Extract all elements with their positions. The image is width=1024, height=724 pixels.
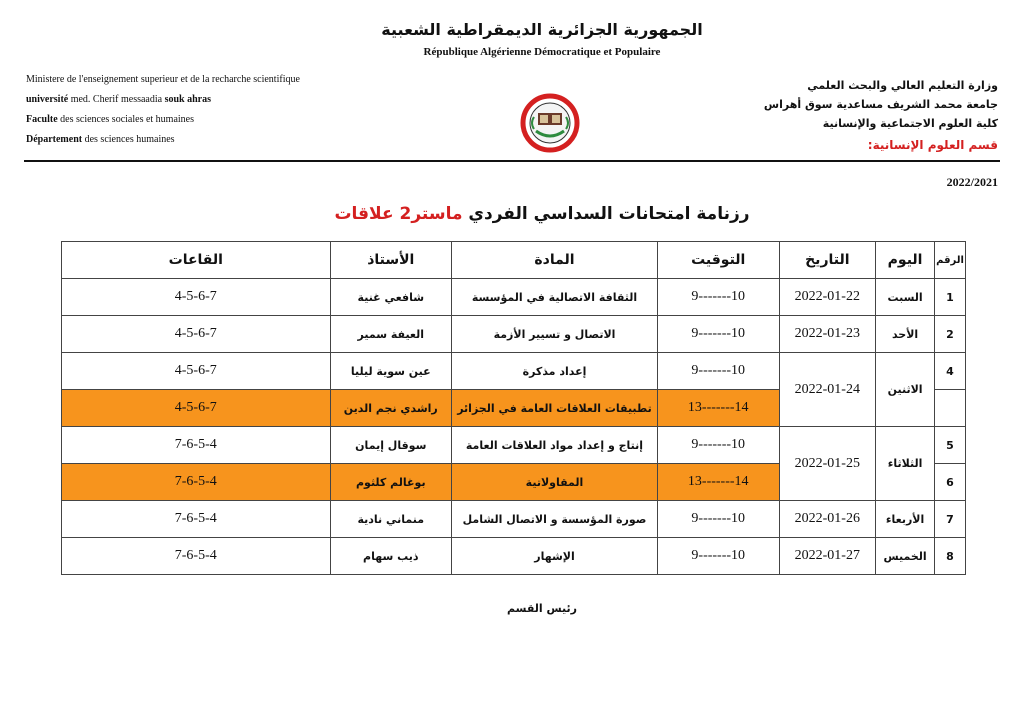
cell-halls: 7-6-5-4 [62, 538, 331, 575]
cell-date: 2022-01-23 [779, 316, 876, 353]
cell-time: 9-------10 [657, 501, 779, 538]
table-row [62, 316, 966, 353]
header-number: الرقم [935, 242, 966, 279]
cell-time: 9-------10 [657, 427, 779, 464]
header-divider [24, 160, 1000, 162]
fr-republic-title: République Algérienne Démocratique et Populaire [423, 46, 661, 58]
cell-day: الأحد [876, 316, 935, 353]
cell-professor: شافعي غنية [330, 279, 451, 316]
cell-time: 9-------10 [657, 316, 779, 353]
right-institution-block [764, 76, 998, 155]
cell-halls: 4-5-6-7 [62, 279, 331, 316]
cell-number: 5 [935, 427, 966, 464]
cell-professor: سوقال إيمان [330, 427, 451, 464]
cell-number: 2 [935, 316, 966, 353]
cell-professor: بوغالم كلثوم [330, 464, 451, 501]
department-head-signature-label: رئيس القسم [507, 602, 577, 615]
cell-time: 9-------10 [657, 353, 779, 390]
university-seal-icon [520, 93, 580, 153]
cell-day: الاثنين [876, 353, 935, 427]
cell-halls: 7-6-5-4 [62, 501, 331, 538]
cell-number [935, 390, 966, 427]
right-line-university: جامعة محمد الشريف مساعدية سوق أهراس [763, 98, 998, 111]
cell-subject: المقاولاتية [452, 464, 658, 501]
table-row [62, 353, 966, 390]
cell-professor: راشدي نجم الدين [330, 390, 451, 427]
cell-time: 13-------14 [657, 464, 779, 501]
table-header-row [62, 242, 966, 279]
header-time: التوقيت [657, 242, 779, 279]
cell-subject: إعداد مذكرة [452, 353, 658, 390]
cell-date: 2022-01-26 [779, 501, 876, 538]
header-halls: القاعات [62, 242, 331, 279]
cell-number: 8 [935, 538, 966, 575]
cell-time: 9-------10 [657, 538, 779, 575]
cell-number: 7 [935, 501, 966, 538]
cell-date: 2022-01-22 [779, 279, 876, 316]
cell-halls: 4-5-6-7 [62, 353, 331, 390]
header-professor: الأستاذ [330, 242, 451, 279]
left-institution-block [26, 70, 300, 150]
header-subject: المادة [452, 242, 658, 279]
table-row [62, 427, 966, 464]
cell-day: الثلاثاء [876, 427, 935, 501]
cell-professor: العيفة سمير [330, 316, 451, 353]
table-row [62, 501, 966, 538]
cell-time: 13-------14 [657, 390, 779, 427]
cell-subject: تطبيقات العلاقات العامة في الجزائر [452, 390, 658, 427]
cell-time: 9-------10 [657, 279, 779, 316]
left-line-university: université med. Cherif messaadia souk ahras [26, 94, 211, 105]
schedule-title [0, 204, 1024, 224]
left-line-faculty: Faculte des sciences sociales et humaines [26, 114, 194, 125]
cell-number: 4 [935, 353, 966, 390]
right-line-faculty: كلية العلوم الاجتماعية والإنسانية [822, 117, 998, 130]
cell-professor: ذيب سهام [330, 538, 451, 575]
right-line-department: قسم العلوم الإنسانية: [867, 138, 998, 152]
ar-republic-title: الجمهورية الجزائرية الديمقراطية الشعبية [381, 20, 703, 39]
cell-subject: الإشهار [452, 538, 658, 575]
schedule-title-main: رزنامة امتحانات السداسي الفردي [468, 204, 750, 224]
left-line-department: Département des sciences humaines [26, 134, 175, 145]
cell-subject: الثقافة الاتصالية في المؤسسة [452, 279, 658, 316]
cell-date: 2022-01-27 [779, 538, 876, 575]
cell-subject: إنتاج و إعداد مواد العلاقات العامة [452, 427, 658, 464]
cell-number: 1 [935, 279, 966, 316]
right-line-ministry: وزارة التعليم العالي والبحث العلمي [807, 79, 998, 92]
academic-year: 2022/2021 [946, 175, 998, 189]
cell-professor: عين سوية ليليا [330, 353, 451, 390]
left-line-ministry: Ministere de l'enseignement superieur et de la recharche scientifique [26, 74, 300, 85]
cell-halls: 4-5-6-7 [62, 316, 331, 353]
schedule-title-accent: ماستر2 علاقات [334, 204, 463, 224]
cell-subject: صورة المؤسسة و الاتصال الشامل [452, 501, 658, 538]
cell-day: السبت [876, 279, 935, 316]
cell-halls: 4-5-6-7 [62, 390, 331, 427]
cell-subject: الاتصال و تسيير الأزمة [452, 316, 658, 353]
cell-date: 2022-01-25 [779, 427, 876, 501]
cell-date: 2022-01-24 [779, 353, 876, 427]
exam-schedule-table [61, 241, 966, 575]
header-day: اليوم [876, 242, 935, 279]
cell-number: 6 [935, 464, 966, 501]
table-row [62, 538, 966, 575]
header-date: التاريخ [779, 242, 876, 279]
cell-halls: 7-6-5-4 [62, 464, 331, 501]
cell-professor: منماني نادية [330, 501, 451, 538]
cell-day: الخميس [876, 538, 935, 575]
cell-halls: 7-6-5-4 [62, 427, 331, 464]
table-row [62, 279, 966, 316]
cell-day: الأربعاء [876, 501, 935, 538]
